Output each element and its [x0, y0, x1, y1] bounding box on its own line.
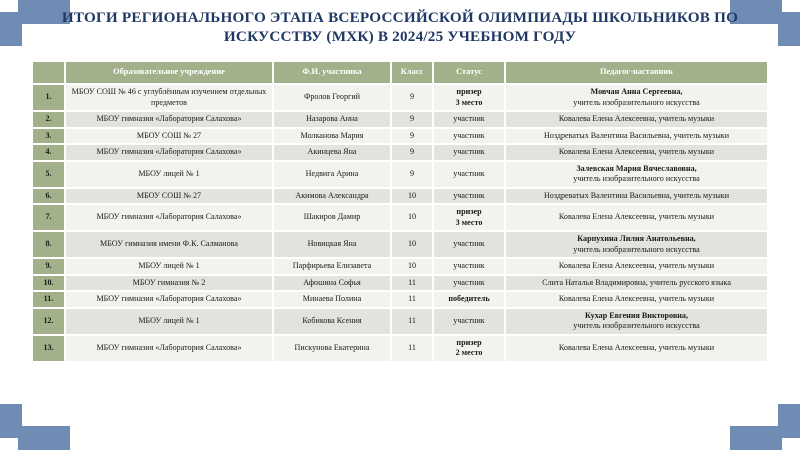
- grade-cell: 10: [391, 204, 433, 231]
- grade-cell: 10: [391, 258, 433, 275]
- row-number-cell: 5.: [33, 161, 65, 188]
- table-row: [33, 161, 768, 188]
- organization-cell: МБОУ СОШ № 27: [65, 128, 273, 145]
- table-row: [33, 291, 768, 308]
- teacher-cell: Слита Наталья Владимировна, учитель русского языка: [505, 275, 768, 292]
- status-cell: участник: [433, 111, 505, 128]
- table-row: [33, 204, 768, 231]
- teacher-cell: Ковалева Елена Алексеевна, учитель музыки: [505, 335, 768, 362]
- organization-cell: МБОУ лицей № 1: [65, 258, 273, 275]
- teacher-cell: Ковалева Елена Алексеевна, учитель музыки: [505, 144, 768, 161]
- table-row: [33, 308, 768, 335]
- organization-cell: МБОУ СОШ № 27: [65, 188, 273, 205]
- organization-cell: МБОУ гимназия «Лаборатория Салахова»: [65, 204, 273, 231]
- participant-cell: Афошина Софья: [273, 275, 391, 292]
- results-table: [33, 62, 769, 363]
- column-header-participant: Ф.И. участника: [273, 62, 391, 84]
- grade-cell: 9: [391, 144, 433, 161]
- row-number-cell: 13.: [33, 335, 65, 362]
- grade-cell: 11: [391, 335, 433, 362]
- row-number-cell: 1.: [33, 84, 65, 111]
- organization-cell: МБОУ гимназия № 2: [65, 275, 273, 292]
- status-cell: участник: [433, 275, 505, 292]
- participant-cell: Акинцева Яна: [273, 144, 391, 161]
- table-row: [33, 275, 768, 292]
- status-cell: участник: [433, 231, 505, 258]
- teacher-cell: Ноздреватых Валентина Васильевна, учитель музыки: [505, 128, 768, 145]
- grade-cell: 9: [391, 161, 433, 188]
- table-row: [33, 188, 768, 205]
- status-cell: участник: [433, 188, 505, 205]
- row-number-cell: 2.: [33, 111, 65, 128]
- results-table-body: [33, 84, 768, 362]
- participant-cell: Шакиров Дамир: [273, 204, 391, 231]
- status-cell: победитель: [433, 291, 505, 308]
- decor-corner-top-right-block: [778, 12, 800, 46]
- participant-cell: Минаева Полина: [273, 291, 391, 308]
- organization-cell: МБОУ гимназия «Лаборатория Салахова»: [65, 291, 273, 308]
- status-cell: призер 2 место: [433, 335, 505, 362]
- decor-corner-bottom-left-block: [0, 404, 22, 438]
- teacher-cell: Ковалева Елена Алексеевна, учитель музыки: [505, 291, 768, 308]
- status-cell: участник: [433, 308, 505, 335]
- participant-cell: Молканова Мария: [273, 128, 391, 145]
- participant-cell: Недвига Арина: [273, 161, 391, 188]
- grade-cell: 11: [391, 291, 433, 308]
- results-table-container: [33, 62, 768, 363]
- teacher-cell: Ковалева Елена Алексеевна, учитель музыки: [505, 111, 768, 128]
- table-row: [33, 84, 768, 111]
- participant-cell: Парфирьева Елизавета: [273, 258, 391, 275]
- organization-cell: МБОУ гимназия имени Ф.К. Салманова: [65, 231, 273, 258]
- teacher-cell: Залевская Мария Вячеславовна, учитель изобразительного искусства: [505, 161, 768, 188]
- decor-corner-bottom-left-bar: [18, 426, 70, 450]
- status-cell: участник: [433, 128, 505, 145]
- grade-cell: 9: [391, 128, 433, 145]
- grade-cell: 9: [391, 111, 433, 128]
- column-header-organization: Образовательное учреждение: [65, 62, 273, 84]
- teacher-cell: Ковалева Елена Алексеевна, учитель музыки: [505, 204, 768, 231]
- organization-cell: МБОУ СОШ № 46 с углублённым изучением отдельных предметов: [65, 84, 273, 111]
- row-number-cell: 8.: [33, 231, 65, 258]
- status-cell: участник: [433, 258, 505, 275]
- participant-cell: Фролов Георгий: [273, 84, 391, 111]
- table-row: [33, 128, 768, 145]
- row-number-cell: 12.: [33, 308, 65, 335]
- column-header-status: Статус: [433, 62, 505, 84]
- table-row: [33, 258, 768, 275]
- organization-cell: МБОУ гимназия «Лаборатория Салахова»: [65, 144, 273, 161]
- organization-cell: МБОУ лицей № 1: [65, 308, 273, 335]
- status-cell: призер 3 место: [433, 84, 505, 111]
- participant-cell: Пискунова Екатерина: [273, 335, 391, 362]
- grade-cell: 11: [391, 308, 433, 335]
- row-number-cell: 11.: [33, 291, 65, 308]
- participant-cell: Новицкая Яна: [273, 231, 391, 258]
- organization-cell: МБОУ гимназия «Лаборатория Салахова»: [65, 111, 273, 128]
- table-row: [33, 335, 768, 362]
- teacher-cell: Ноздреватых Валентина Васильевна, учитель музыки: [505, 188, 768, 205]
- row-number-cell: 4.: [33, 144, 65, 161]
- row-number-cell: 10.: [33, 275, 65, 292]
- teacher-cell: Кухар Евгения Викторовна, учитель изобразительного искусства: [505, 308, 768, 335]
- slide-title: ИТОГИ РЕГИОНАЛЬНОГО ЭТАПА ВСЕРОССИЙСКОЙ ОЛИМПИАДЫ ШКОЛЬНИКОВ ПО ИСКУССТВУ (МХК) В 2024/25 УЧЕБНОМ ГОДУ: [61, 9, 739, 45]
- column-header-teacher: Педагог-наставник: [505, 62, 768, 84]
- row-number-cell: 6.: [33, 188, 65, 205]
- organization-cell: МБОУ лицей № 1: [65, 161, 273, 188]
- table-header-row: [33, 62, 768, 84]
- row-number-cell: 3.: [33, 128, 65, 145]
- grade-cell: 10: [391, 231, 433, 258]
- grade-cell: 10: [391, 188, 433, 205]
- table-row: [33, 111, 768, 128]
- organization-cell: МБОУ гимназия «Лаборатория Салахова»: [65, 335, 273, 362]
- grade-cell: 11: [391, 275, 433, 292]
- status-cell: участник: [433, 161, 505, 188]
- decor-corner-bottom-right-bar: [730, 426, 782, 450]
- grade-cell: 9: [391, 84, 433, 111]
- row-number-cell: 9.: [33, 258, 65, 275]
- status-cell: призер 3 место: [433, 204, 505, 231]
- participant-cell: Назарова Анна: [273, 111, 391, 128]
- decor-corner-bottom-right-block: [778, 404, 800, 438]
- table-row: [33, 144, 768, 161]
- status-cell: участник: [433, 144, 505, 161]
- column-header-number: [33, 62, 65, 84]
- teacher-cell: Карпухина Лилия Анатольевна, учитель изобразительного искусства: [505, 231, 768, 258]
- column-header-grade: Класс: [391, 62, 433, 84]
- results-table-head: [33, 62, 768, 84]
- table-row: [33, 231, 768, 258]
- teacher-cell: Ковалева Елена Алексеевна, учитель музыки: [505, 258, 768, 275]
- row-number-cell: 7.: [33, 204, 65, 231]
- teacher-cell: Мовчан Анна Сергеевна, учитель изобразительного искусства: [505, 84, 768, 111]
- participant-cell: Акимова Александра: [273, 188, 391, 205]
- participant-cell: Кобикова Ксения: [273, 308, 391, 335]
- decor-corner-top-left-block: [0, 12, 22, 46]
